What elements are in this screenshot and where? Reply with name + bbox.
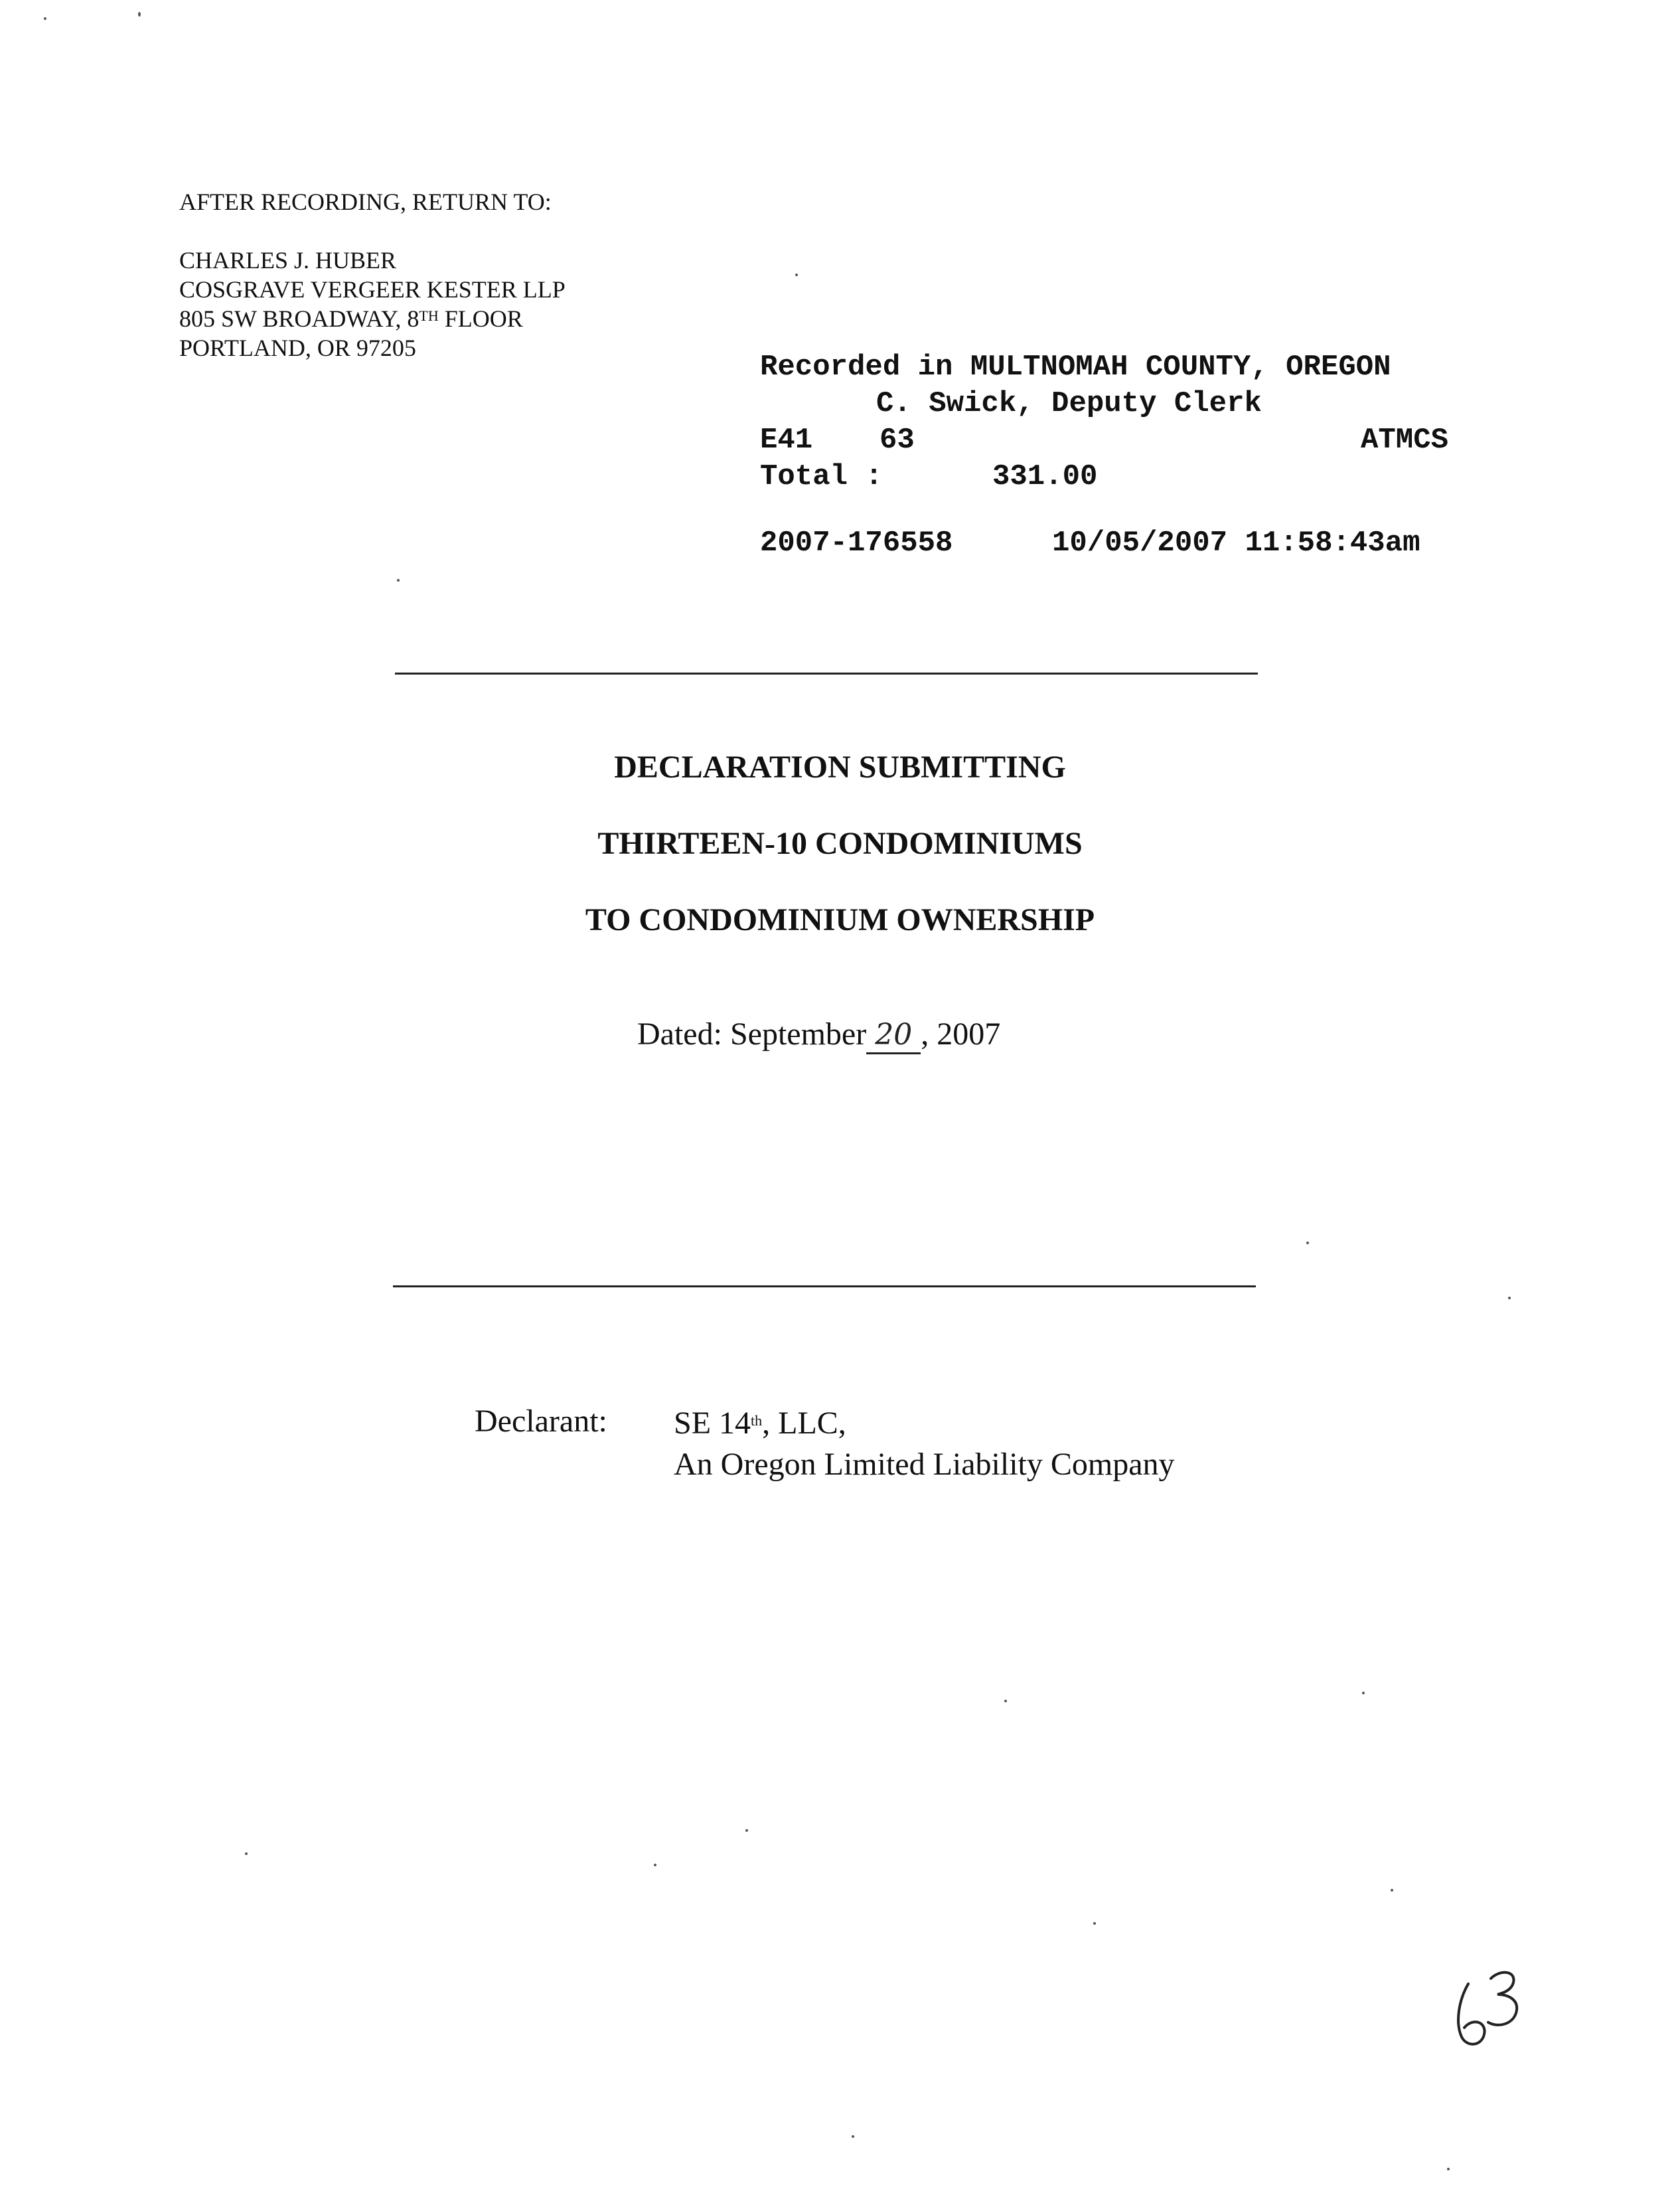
dated-day-field [866, 1016, 921, 1054]
return-street-sup: TH [419, 307, 439, 324]
dated-suffix: , 2007 [921, 1016, 1001, 1052]
stamp-timestamp: 10/05/2007 11:58:43am [1052, 526, 1420, 560]
scan-speck [1093, 1922, 1096, 1925]
stamp-total-label: Total : [760, 460, 883, 493]
scan-speck [852, 2135, 854, 2138]
scan-speck [1447, 2168, 1450, 2170]
declarant-name-tail: , LLC, [762, 1406, 846, 1441]
scan-speck [1508, 1297, 1511, 1299]
scan-speck [745, 1829, 748, 1832]
declarant-description: An Oregon Limited Liability Company [674, 1447, 1175, 1482]
stamp-code-b: 63 [879, 424, 915, 457]
stamp-clerk-line: C. Swick, Deputy Clerk [876, 387, 1262, 420]
return-city: PORTLAND, OR 97205 [179, 335, 416, 361]
declarant-label: Declarant: [475, 1404, 607, 1439]
scan-speck [1391, 1889, 1393, 1892]
declarant-name [674, 1403, 1175, 1444]
title-line-2: THIRTEEN-10 CONDOMINIUMS [597, 826, 1083, 861]
stamp-doc-number: 2007-176558 [760, 526, 953, 560]
handwritten-page-number [1447, 1959, 1547, 2058]
dated-day-handwritten: 20 [875, 1018, 913, 1052]
stamp-recorded-line: Recorded in MULTNOMAH COUNTY, OREGON [760, 351, 1391, 384]
dated-line [637, 1016, 1000, 1054]
scan-speck [44, 17, 46, 20]
return-street-text: 805 SW BROADWAY, 8 [179, 305, 420, 332]
return-address-block [179, 187, 566, 363]
scan-speck [1004, 1700, 1007, 1702]
scan-speck [397, 579, 400, 582]
declarant-name-sup: th [751, 1412, 763, 1429]
scan-speck [138, 12, 141, 17]
stamp-code-c: ATMCS [1361, 424, 1449, 457]
scan-speck [654, 1864, 656, 1866]
return-firm: COSGRAVE VERGEER KESTER LLP [179, 276, 566, 303]
bottom-divider [393, 1285, 1256, 1287]
scan-speck [1306, 1242, 1309, 1244]
title-line-3: TO CONDOMINIUM OWNERSHIP [585, 902, 1095, 937]
return-street [179, 304, 566, 333]
stamp-total-value: 331.00 [992, 460, 1098, 493]
title-line-1: DECLARATION SUBMITTING [614, 750, 1066, 785]
stamp-code-a: E41 [760, 424, 813, 457]
scan-speck [1362, 1692, 1365, 1694]
recording-stamp [760, 351, 1477, 563]
top-divider [395, 673, 1258, 675]
declarant-block [674, 1403, 1175, 1485]
return-street-tail: FLOOR [438, 305, 523, 332]
return-header: AFTER RECORDING, RETURN TO: [179, 189, 552, 215]
return-name: CHARLES J. HUBER [179, 247, 397, 274]
scan-speck [245, 1852, 248, 1855]
declarant-name-text: SE 14 [674, 1406, 751, 1441]
scan-speck [795, 274, 798, 276]
dated-prefix: Dated: September [637, 1016, 867, 1052]
